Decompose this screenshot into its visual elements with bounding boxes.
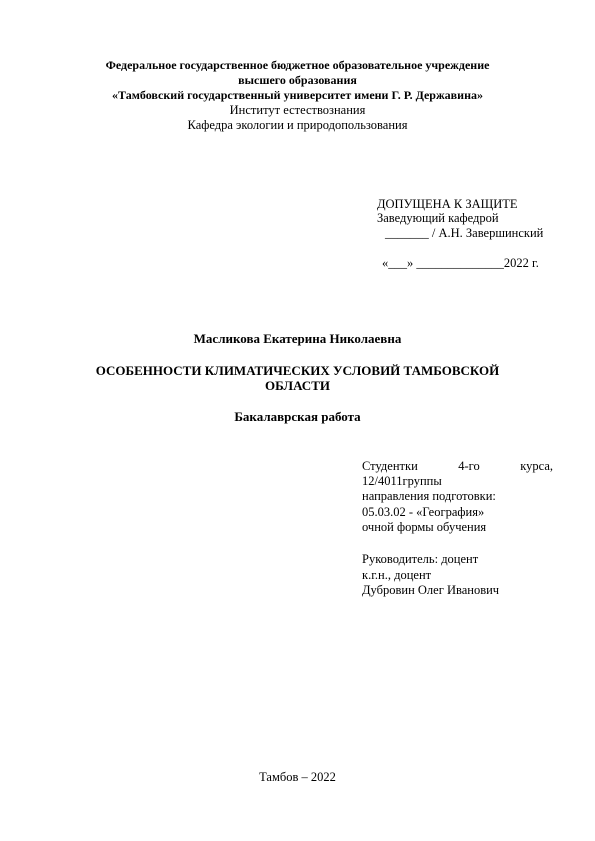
header-institute: Институт естествознания bbox=[229, 103, 366, 117]
author-name: Масликова Екатерина Николаевна bbox=[193, 331, 402, 346]
student-word-2: 4-го bbox=[458, 459, 480, 473]
header-university: «Тамбовский государственный университет имени Г. Р. Державина» bbox=[112, 88, 483, 102]
student-study-form: очной формы обучения bbox=[362, 520, 487, 534]
work-type: Бакалаврская работа bbox=[234, 409, 361, 424]
student-info bbox=[362, 459, 553, 475]
approval-signature: _______ / А.Н. Завершинский bbox=[385, 226, 544, 240]
header-institution: Федеральное государственное бюджетное образовательное учреждение bbox=[105, 58, 490, 72]
student-direction-label: направления подготовки: bbox=[362, 489, 496, 503]
header-education-level: высшего образования bbox=[238, 73, 357, 87]
supervisor-role: Руководитель: доцент bbox=[362, 552, 479, 566]
student-group: 12/4011группы bbox=[362, 474, 442, 488]
supervisor-name: Дубровин Олег Иванович bbox=[362, 583, 500, 597]
approval-head-of-department: Заведующий кафедрой bbox=[377, 211, 499, 225]
student-word-1: Студентки bbox=[362, 459, 418, 473]
student-direction-code: 05.03.02 - «География» bbox=[362, 505, 485, 519]
thesis-title-line2: ОБЛАСТИ bbox=[265, 378, 330, 393]
student-info-line1 bbox=[362, 459, 553, 475]
header-department: Кафедра экологии и природопользования bbox=[187, 118, 408, 132]
approval-date: «___» ______________2022 г. bbox=[382, 256, 539, 270]
supervisor-degree: к.г.н., доцент bbox=[362, 568, 432, 582]
approval-title: ДОПУЩЕНА К ЗАЩИТЕ bbox=[377, 197, 518, 211]
thesis-title-line1: ОСОБЕННОСТИ КЛИМАТИЧЕСКИХ УСЛОВИЙ ТАМБОВСКОЙ bbox=[95, 363, 500, 378]
footer-city-year: Тамбов – 2022 bbox=[259, 770, 336, 784]
student-word-3: курса, bbox=[520, 459, 553, 473]
